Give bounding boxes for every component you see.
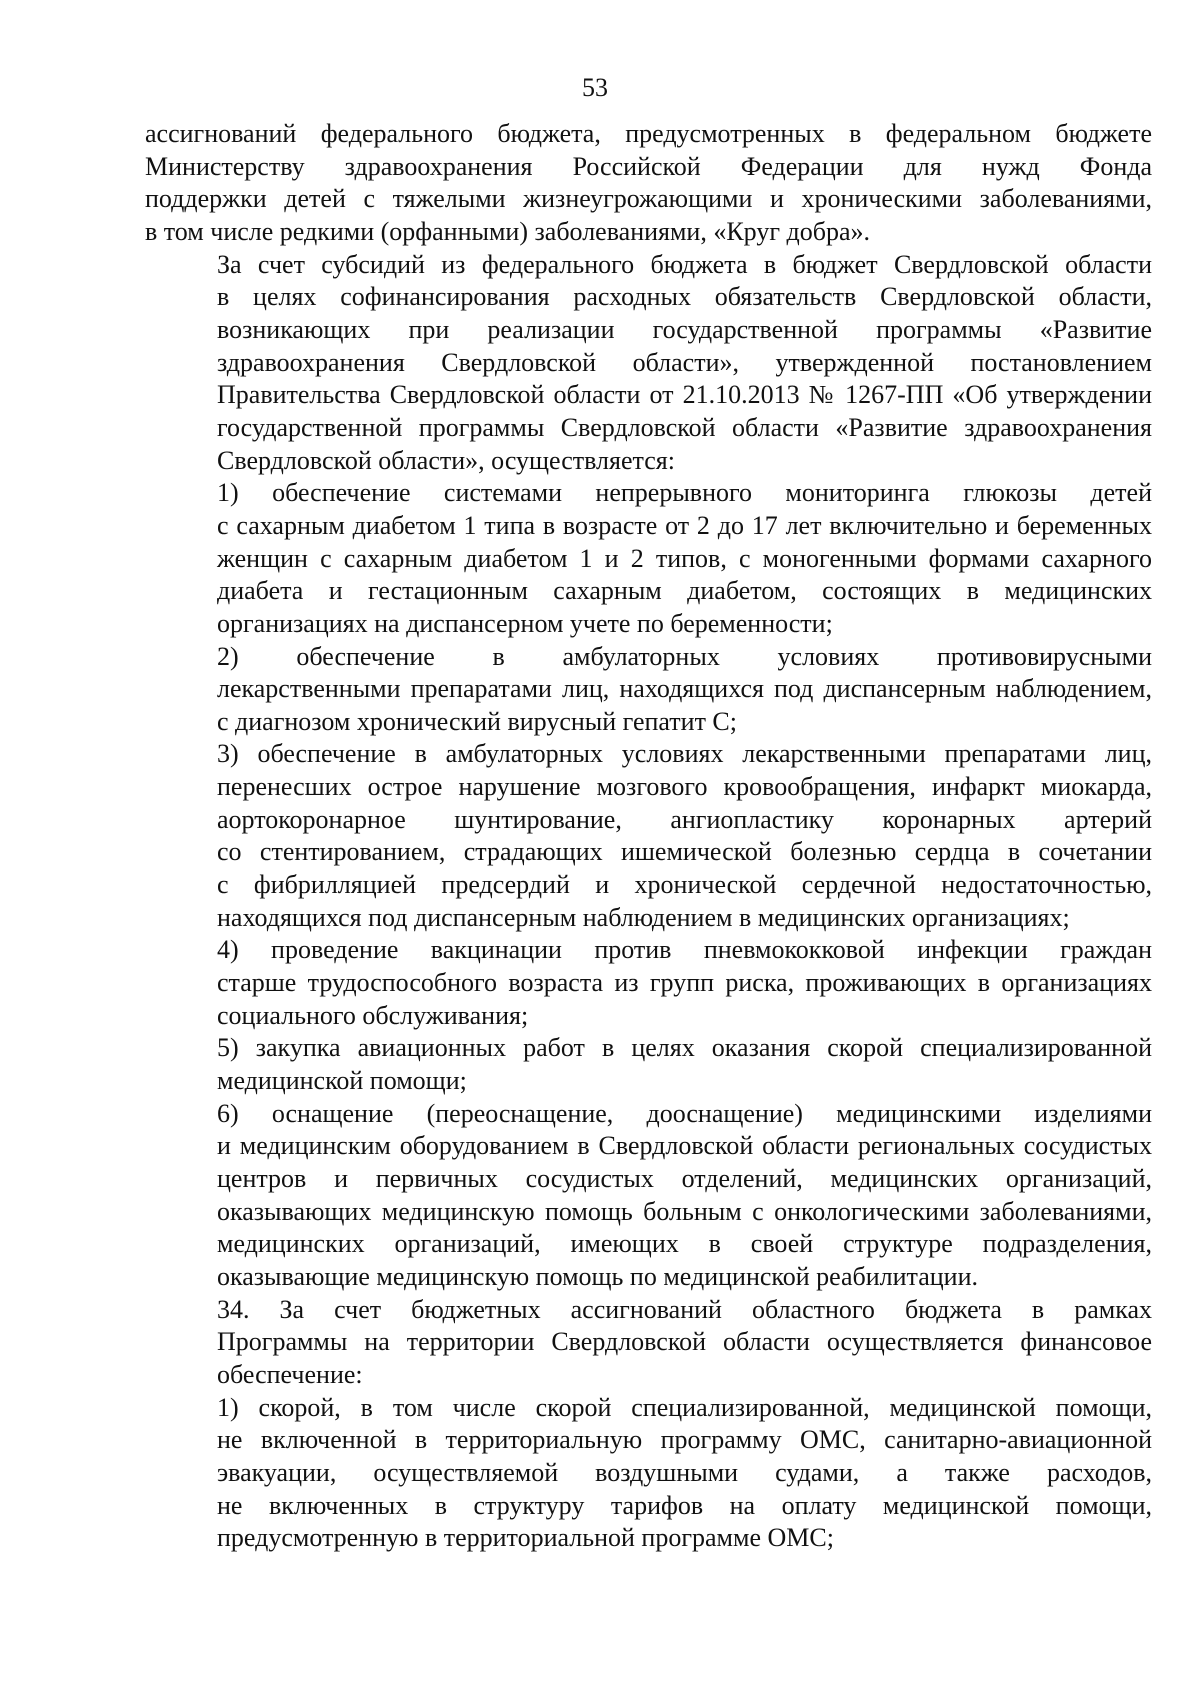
text-line: государственной программы Свердловской области «Развитие здравоохранения	[217, 412, 1152, 442]
text-line: здравоохранения Свердловской области», утвержденной постановлением	[217, 347, 1152, 377]
text-line: лекарственными препаратами лиц, находящихся под диспансерным наблюдением,	[217, 674, 1152, 704]
text-line: организациях на диспансерном учете по беременности;	[217, 608, 833, 638]
text-line: находящихся под диспансерным наблюдением в медицинских организациях;	[217, 902, 1070, 932]
text-line: в целях софинансирования расходных обязательств Свердловской области,	[217, 282, 1152, 312]
text-line: оказывающих медицинскую помощь больным с онкологическими заболеваниями,	[217, 1196, 1152, 1226]
text-line: Правительства Свердловской области от 21.10.2013 № 1267-ПП «Об утверждении	[217, 380, 1152, 410]
text-line: в том числе редкими (орфанными) заболеваниями, «Круг добра».	[145, 216, 871, 246]
text-line: медицинских организаций, имеющих в своей структуре подразделения,	[217, 1229, 1152, 1259]
text-line: Свердловской области», осуществляется:	[217, 445, 675, 475]
paragraph	[145, 738, 1152, 934]
text-line: возникающих при реализации государственной программы «Развитие	[217, 314, 1152, 344]
paragraph	[145, 477, 1152, 640]
page-number: 53	[582, 73, 608, 102]
text-line: перенесших острое нарушение мозгового кровообращения, инфаркт миокарда,	[217, 772, 1152, 802]
text-line: За счет субсидий из федерального бюджета в бюджет Свердловской области	[217, 249, 1152, 279]
text-line: аортокоронарное шунтирование, ангиопластику коронарных артерий	[217, 804, 1152, 834]
text-line: предусмотренную в территориальной программе ОМС;	[217, 1523, 834, 1553]
text-line: не включенных в структуру тарифов на оплату медицинской помощи,	[217, 1490, 1152, 1520]
text-line: Программы на территории Свердловской области осуществляется финансовое	[217, 1327, 1152, 1357]
text-line: 4) проведение вакцинации против пневмококковой инфекции граждан	[217, 935, 1152, 965]
text-line: Министерству здравоохранения Российской Федерации для нужд Фонда	[145, 151, 1152, 181]
text-line: со стентированием, страдающих ишемической болезнью сердца в сочетании	[217, 837, 1152, 867]
document-body	[145, 118, 1152, 1555]
text-line: и медицинским оборудованием в Свердловской области региональных сосудистых	[217, 1131, 1152, 1161]
paragraph	[145, 249, 1152, 478]
text-line: 1) обеспечение системами непрерывного мониторинга глюкозы детей	[217, 478, 1152, 508]
text-line: 2) обеспечение в амбулаторных условиях противовирусными	[217, 641, 1152, 671]
text-line: женщин с сахарным диабетом 1 и 2 типов, с моногенными формами сахарного	[217, 543, 1152, 573]
text-line: ассигнований федерального бюджета, предусмотренных в федеральном бюджете	[145, 119, 1152, 148]
paragraph	[145, 118, 1152, 249]
text-line: старше трудоспособного возраста из групп риска, проживающих в организациях	[217, 968, 1152, 998]
text-line: центров и первичных сосудистых отделений, медицинских организаций,	[217, 1164, 1152, 1193]
text-line: медицинской помощи;	[217, 1066, 467, 1096]
text-line: 5) закупка авиационных работ в целях оказания скорой специализированной	[217, 1033, 1152, 1063]
paragraph	[145, 1392, 1152, 1555]
text-line: 34. За счет бюджетных ассигнований областного бюджета в рамках	[217, 1294, 1152, 1324]
text-line: с фибрилляцией предсердий и хронической сердечной недостаточностью,	[217, 870, 1152, 900]
text-line: с сахарным диабетом 1 типа в возрасте от 2 до 17 лет включительно и беременных	[217, 510, 1152, 540]
text-line: 6) оснащение (переоснащение, дооснащение) медицинскими изделиями	[217, 1098, 1152, 1128]
paragraph	[145, 1032, 1152, 1097]
text-line: социального обслуживания;	[217, 1000, 529, 1030]
text-line: 3) обеспечение в амбулаторных условиях лекарственными препаратами лиц,	[217, 739, 1152, 769]
text-line: диабета и гестационным сахарным диабетом, состоящих в медицинских	[217, 576, 1152, 606]
paragraph	[145, 1098, 1152, 1294]
paragraph	[145, 1294, 1152, 1392]
text-line: 1) скорой, в том числе скорой специализированной, медицинской помощи,	[217, 1392, 1152, 1422]
paragraph	[145, 641, 1152, 739]
text-line: с диагнозом хронический вирусный гепатит С;	[217, 706, 737, 736]
text-line: не включенной в территориальную программу ОМС, санитарно-авиационной	[217, 1425, 1152, 1455]
text-line: обеспечение:	[217, 1359, 363, 1389]
text-line: оказывающие медицинскую помощь по медицинской реабилитации.	[217, 1261, 979, 1291]
paragraph	[145, 934, 1152, 1032]
text-line: поддержки детей с тяжелыми жизнеугрожающими и хроническими заболеваниями,	[145, 184, 1152, 214]
text-line: эвакуации, осуществляемой воздушными судами, а также расходов,	[217, 1457, 1152, 1487]
